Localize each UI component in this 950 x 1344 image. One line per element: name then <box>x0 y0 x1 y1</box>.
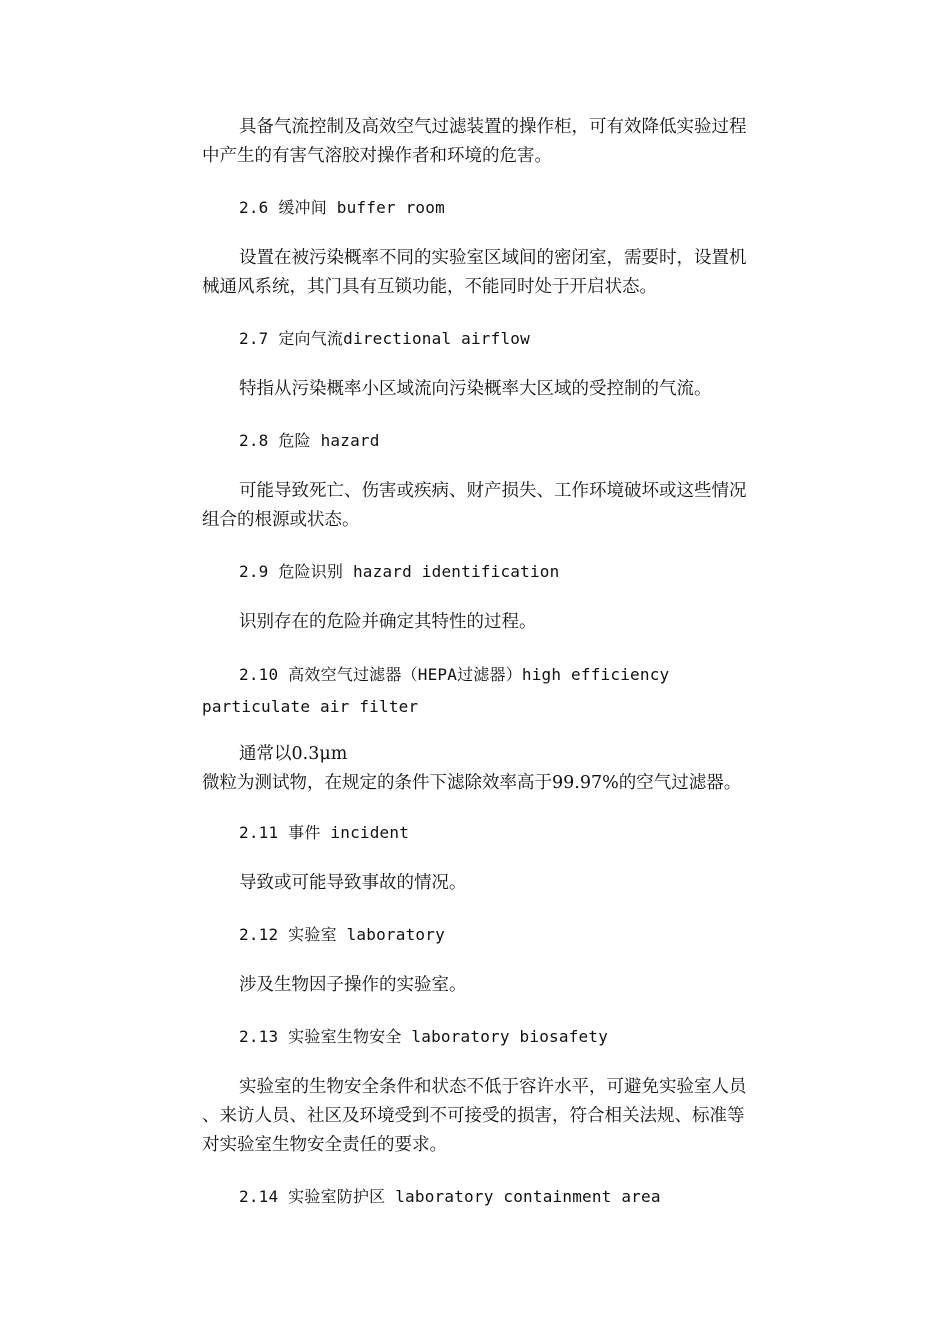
term-heading: 2.12 实验室 laboratory <box>239 925 445 944</box>
definition-paragraph <box>202 608 802 637</box>
text-line: 设置在被污染概率不同的实验室区域间的密闭室，需要时，设置机 <box>239 248 747 268</box>
definition-paragraph <box>202 869 802 898</box>
term-heading: 2.7 定向气流directional airflow <box>239 329 530 348</box>
text-line: particulate air filter <box>202 697 419 716</box>
text-line: 涉及生物因子操作的实验室。 <box>239 975 467 995</box>
term-heading: 2.13 实验室生物安全 laboratory biosafety <box>239 1027 609 1046</box>
definition-paragraph <box>202 1073 802 1160</box>
text-line: 识别存在的危险并确定其特性的过程。 <box>239 612 537 632</box>
term-heading: 2.14 实验室防护区 laboratory containment area <box>239 1187 661 1206</box>
definition-paragraph <box>202 477 802 535</box>
text-line: 2.10 高效空气过滤器（HEPA过滤器）high efficiency <box>239 665 670 684</box>
term-heading: 2.11 事件 incident <box>239 823 410 842</box>
definition-paragraph <box>202 375 802 404</box>
term-heading: 2.8 危险 hazard <box>239 431 380 450</box>
text-line: 具备气流控制及高效空气过滤装置的操作柜，可有效降低实验过程 <box>239 117 747 137</box>
definition-paragraph <box>202 244 802 302</box>
text-line: 可能导致死亡、伤害或疾病、财产损失、工作环境破坏或这些情况 <box>239 481 747 501</box>
text-line: 导致或可能导致事故的情况。 <box>239 873 467 893</box>
term-heading: 2.9 危险识别 hazard identification <box>239 562 560 581</box>
definition-paragraph <box>202 113 802 171</box>
text-line: 实验室的生物安全条件和状态不低于容许水平，可避免实验室人员 <box>239 1077 747 1097</box>
text-line: 组合的根源或状态。 <box>202 510 360 530</box>
definition-paragraph <box>202 971 802 1000</box>
term-heading: 2.6 缓冲间 buffer room <box>239 198 445 217</box>
text-line: 通常以0.3μm <box>239 744 348 764</box>
text-line: 微粒为测试物，在规定的条件下滤除效率高于99.97%的空气过滤器。 <box>202 773 742 793</box>
text-line: 中产生的有害气溶胶对操作者和环境的危害。 <box>202 146 552 166</box>
definition-paragraph <box>202 740 802 798</box>
term-heading <box>202 659 802 723</box>
text-line: 对实验室生物安全责任的要求。 <box>202 1135 447 1155</box>
text-line: 、来访人员、社区及环境受到不可接受的损害，符合相关法规、标准等 <box>202 1106 745 1126</box>
text-line: 特指从污染概率小区域流向污染概率大区域的受控制的气流。 <box>239 379 712 399</box>
text-line: 械通风系统，其门具有互锁功能，不能同时处于开启状态。 <box>202 277 657 297</box>
